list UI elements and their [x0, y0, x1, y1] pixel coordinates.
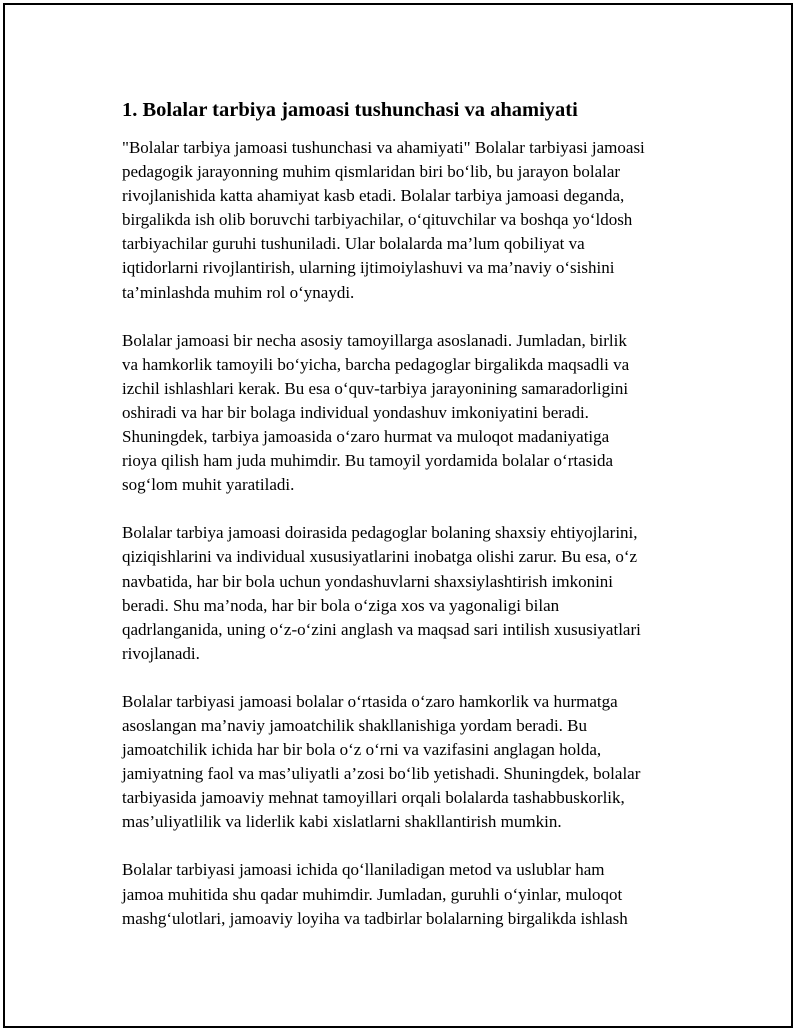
section-title: 1. Bolalar tarbiya jamoasi tushunchasi va ahamiyati: [122, 99, 578, 121]
text-line: navbatida, har bir bola uchun yondashuvlarni shaxsiylashtirish imkonini: [122, 571, 614, 591]
text-line: tarbiyasida jamoaviy mehnat tamoyillari orqali bolalarda tashabbuskorlik,: [122, 788, 625, 808]
text-line: izchil ishlashlari kerak. Bu esa o‘quv-tarbiya jarayonining samaradorligini: [122, 378, 629, 398]
text-line: asoslangan ma’naviy jamoatchilik shakllanishiga yordam beradi. Bu: [122, 715, 588, 735]
document-page: [3, 3, 793, 1028]
text-line: mas’uliyatlilik va liderlik kabi xislatlarni shakllantirish mumkin.: [122, 812, 562, 832]
paragraph-4: [122, 690, 702, 835]
text-line: rivojlanishida katta ahamiyat kasb etadi. Bolalar tarbiya jamoasi deganda,: [122, 186, 625, 206]
text-line: mashg‘ulotlari, jamoaviy loyiha va tadbirlar bolalarning birgalikda ishlash: [122, 908, 628, 928]
text-line: Bolalar tarbiya jamoasi doirasida pedagoglar bolaning shaxsiy ehtiyojlarini,: [122, 523, 638, 543]
text-line: va hamkorlik tamoyili bo‘yicha, barcha pedagoglar birgalikda maqsadli va: [122, 354, 630, 374]
text-line: Bolalar tarbiyasi jamoasi ichida qo‘llaniladigan metod va uslublar ham: [122, 860, 605, 880]
text-line: ta’minlashda muhim rol o‘ynaydi.: [122, 282, 355, 302]
document-content: [122, 97, 702, 955]
paragraph-3: [122, 521, 702, 666]
text-line: qiziqishlarini va individual xususiyatlarini inobatga olishi zarur. Bu esa, o‘z: [122, 547, 638, 567]
text-line: beradi. Shu ma’noda, har bir bola o‘ziga xos va yagonaligi bilan: [122, 595, 560, 615]
text-line: iqtidorlarni rivojlantirish, ularning ijtimoiylashuvi va ma’naviy o‘sishini: [122, 258, 615, 278]
text-line: tarbiyachilar guruhi tushuniladi. Ular bolalarda ma’lum qobiliyat va: [122, 234, 585, 254]
text-line: Bolalar jamoasi bir necha asosiy tamoyillarga asoslanadi. Jumladan, birlik: [122, 330, 627, 350]
text-line: qadrlanganida, uning o‘z-o‘zini anglash va maqsad sari intilish xususiyatlari: [122, 619, 641, 639]
text-line: Shuningdek, tarbiya jamoasida o‘zaro hurmat va muloqot madaniyatiga: [122, 427, 610, 447]
text-line: birgalikda ish olib boruvchi tarbiyachilar, o‘qituvchilar va boshqa yo‘ldosh: [122, 210, 633, 230]
text-line: jamoa muhitida shu qadar muhimdir. Jumladan, guruhli o‘yinlar, muloqot: [122, 884, 623, 904]
text-line: oshiradi va har bir bolaga individual yondashuv imkoniyatini beradi.: [122, 402, 589, 422]
paragraph-1: [122, 136, 702, 305]
text-line: rivojlanadi.: [122, 643, 200, 663]
text-line: jamiyatning faol va mas’uliyatli a’zosi bo‘lib yetishadi. Shuningdek, bolalar: [122, 764, 641, 784]
text-line: pedagogik jarayonning muhim qismlaridan biri bo‘lib, bu jarayon bolalar: [122, 162, 621, 182]
text-line: Bolalar tarbiyasi jamoasi bolalar o‘rtasida o‘zaro hamkorlik va hurmatga: [122, 691, 618, 711]
paragraph-2: [122, 329, 702, 498]
text-line: sog‘lom muhit yaratiladi.: [122, 475, 295, 495]
text-line: jamoatchilik ichida har bir bola o‘z o‘rni va vazifasini anglagan holda,: [122, 740, 602, 760]
paragraph-5: [122, 858, 702, 930]
text-line: "Bolalar tarbiya jamoasi tushunchasi va ahamiyati" Bolalar tarbiyasi jamoasi: [122, 138, 645, 157]
text-line: rioya qilish ham juda muhimdir. Bu tamoyil yordamida bolalar o‘rtasida: [122, 451, 614, 471]
